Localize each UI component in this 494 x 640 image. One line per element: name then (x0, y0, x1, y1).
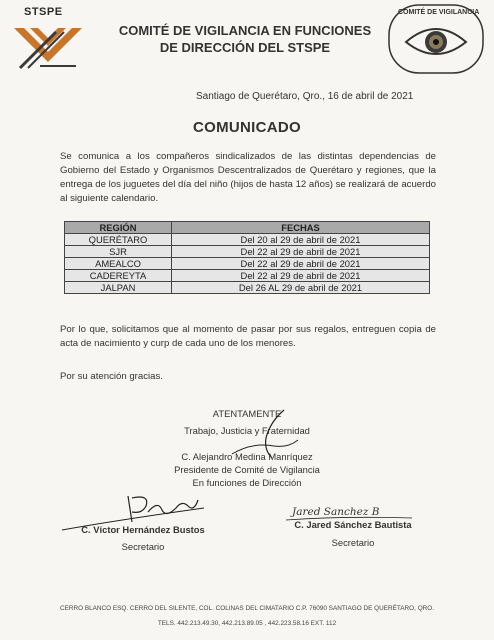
footer-phones: TELS. 442.213.49.30, 442.213.89.05 , 442.223.58.16 EXT. 112 (157, 620, 337, 627)
table-row (65, 246, 430, 258)
right-handwritten-signature: Jared Sanchez B (292, 506, 380, 518)
table-header-row (65, 222, 430, 234)
vigilance-seal (388, 4, 484, 74)
president-role: Presidente de Comité de Vigilancia (174, 464, 320, 475)
dates-cell: Del 22 al 29 de abril de 2021 (172, 258, 430, 270)
stspe-logo (10, 6, 90, 72)
intro-paragraph: Se comunica a los compañeros sindicalizados de las distintas dependencias de Gobierno del Estado y Organismos Descentralizados de Querétaro y regiones, que la entrega de los juguetes del día del niño (hijos de hasta 12 años) se realizará de acuerdo al siguiente calendario. (60, 151, 436, 204)
table-row (65, 282, 430, 294)
header-title-line1: COMITÉ DE VIGILANCIA EN FUNCIONES (118, 23, 372, 38)
president-role-detail: En funciones de Dirección (192, 477, 302, 488)
atentamente-label: ATENTAMENTE (212, 408, 282, 419)
left-signer (58, 524, 228, 552)
table-row (65, 234, 430, 246)
dates-cell: Del 22 al 29 de abril de 2021 (172, 246, 430, 258)
right-signer-name: C. Jared Sánchez Bautista (294, 519, 412, 530)
logo-text: STSPE (24, 6, 63, 18)
dates-cell: Del 26 AL 29 de abril de 2021 (172, 282, 430, 294)
stspe-emblem-icon (10, 18, 86, 74)
region-cell: CADEREYTA (65, 270, 172, 282)
column-header-region: REGIÓN (65, 222, 172, 234)
delivery-calendar-table (64, 221, 430, 294)
thanks-paragraph: Por su atención gracias. (60, 371, 163, 382)
footer-address: CERRO BLANCO ESQ. CERRO DEL SILENTE, COL. COLINAS DEL CIMATARIO C.P. 76090 SANTIAGO DE QUERÉTARO, QRO. (59, 605, 435, 612)
dates-cell: Del 20 al 29 de abril de 2021 (172, 234, 430, 246)
header-title-line2: DE DIRECCIÓN DEL STSPE (159, 40, 331, 55)
region-cell: AMEALCO (65, 258, 172, 270)
document-title: COMUNICADO (193, 119, 301, 136)
motto: Trabajo, Justicia y Fraternidad (184, 425, 310, 436)
left-signer-name: C. Víctor Hernández Bustos (81, 524, 205, 535)
column-header-dates: FECHAS (172, 222, 430, 234)
president-name: C. Alejandro Medina Manríquez (181, 451, 313, 462)
right-signer (278, 519, 428, 548)
region-cell: JALPAN (65, 282, 172, 294)
request-paragraph: Por lo que, solicitamos que al momento de pasar por sus regalos, entreguen copia de acta de nacimiento y curp de cada uno de los menores. (60, 324, 436, 349)
right-signer-role: Secretario (331, 537, 375, 548)
left-signer-role: Secretario (121, 541, 165, 552)
header-title (100, 22, 390, 56)
region-cell: QUERÉTARO (65, 234, 172, 246)
table-row (65, 258, 430, 270)
region-cell: SJR (65, 246, 172, 258)
seal-text: COMITÉ DE VIGILANCIA (398, 9, 480, 16)
place-date: Santiago de Querétaro, Qro., 16 de abril de 2021 (196, 91, 414, 102)
table-row (65, 270, 430, 282)
dates-cell: Del 22 al 29 de abril de 2021 (172, 270, 430, 282)
